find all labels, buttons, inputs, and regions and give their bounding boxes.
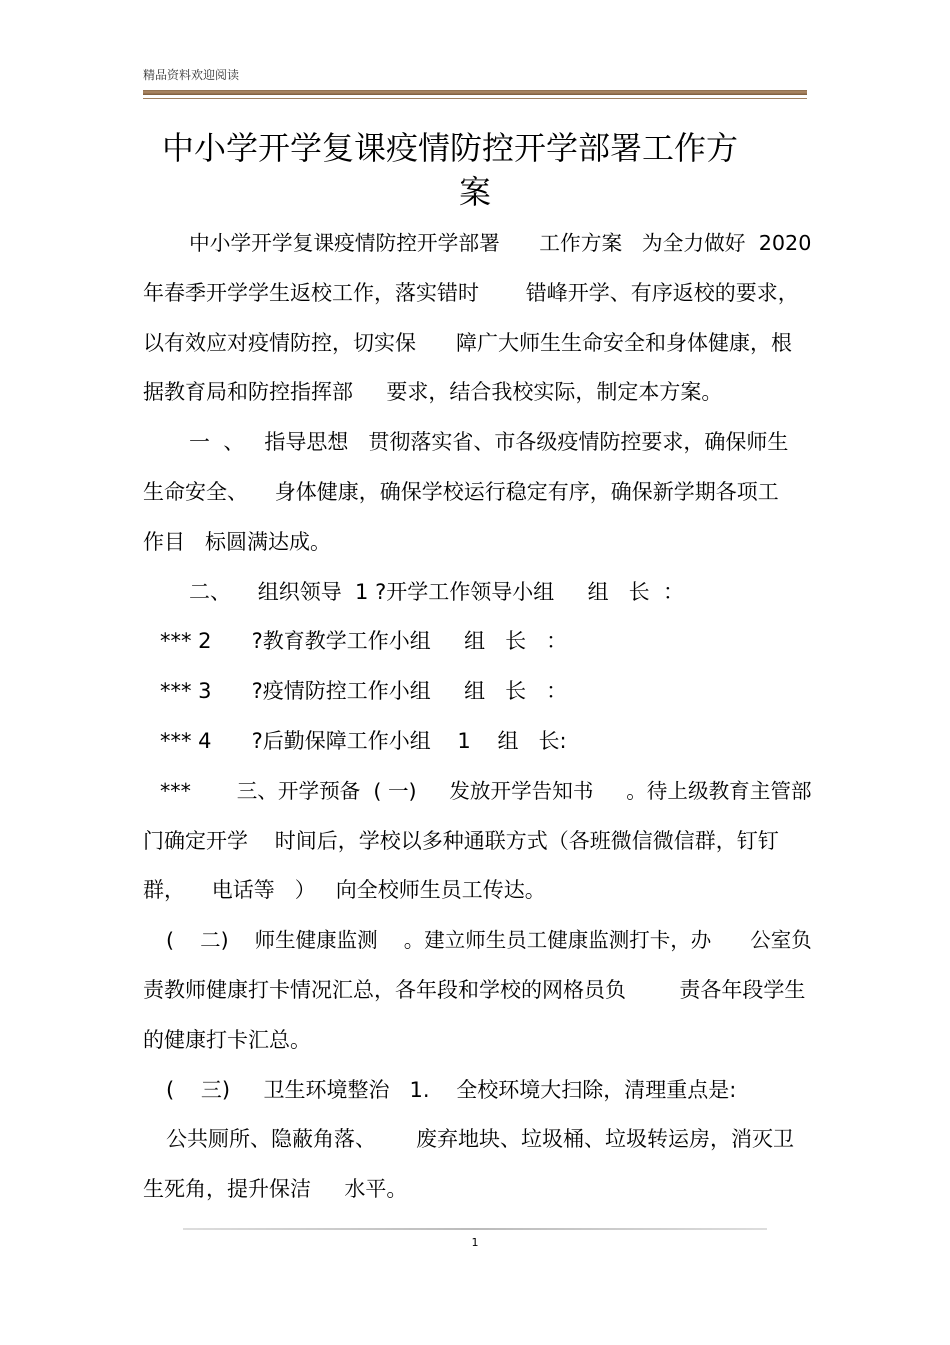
- body-line-8: 二、 组织领导 1 ?开学工作领导小组 组 长 ：: [189, 580, 684, 604]
- body-line-18: ( 三) 卫生环境整治 1. 全校环境大扫除，清理重点是:: [166, 1078, 737, 1102]
- body-line-5: 一 、 指导思想 贯彻落实省、市各级疫情防控要求，确保师生: [189, 430, 789, 454]
- page-header-text: 精品资料欢迎阅读: [143, 68, 240, 82]
- footer-rule: [183, 1228, 767, 1230]
- body-line-17: 的健康打卡汇总。: [143, 1028, 311, 1052]
- document-title-line-1: 中小学开学复课疫情防控开学部署工作方: [161, 129, 738, 167]
- header-rule-thick: [143, 90, 807, 95]
- header-rule-thin: [143, 98, 807, 99]
- body-line-7: 作目 标圆满达成。: [143, 530, 332, 554]
- body-line-12: *** 三、开学预备 ( 一) 发放开学告知书 。待上级教育主管部: [160, 779, 812, 803]
- body-line-13: 门确定开学 时间后，学校以多种通联方式（各班微信微信群，钉钉: [143, 829, 779, 853]
- body-line-20: 生死角，提升保洁 水平。: [143, 1177, 408, 1201]
- body-line-3: 以有效应对疫情防控，切实保 障广大师生生命安全和身体健康，根: [143, 331, 793, 355]
- body-line-6: 生命安全、 身体健康，确保学校运行稳定有序，确保新学期各项工: [143, 480, 779, 504]
- body-line-4: 据教育局和防控指挥部 要求，结合我校实际，制定本方案。: [143, 380, 723, 404]
- body-line-19: 公共厕所、隐蔽角落、 废弃地块、垃圾桶、垃圾转运房，消灭卫: [166, 1127, 795, 1151]
- document-title-line-2: 案: [458, 173, 491, 211]
- body-line-16: 责教师健康打卡情况汇总，各年段和学校的网格员负 责各年段学生: [143, 978, 806, 1002]
- body-line-10: *** 3 ?疫情防控工作小组 组 长 ：: [160, 679, 568, 703]
- body-line-1: 中小学开学复课疫情防控开学部署 工作方案 为全力做好 2020: [189, 231, 812, 255]
- body-line-9: *** 2 ?教育教学工作小组 组 长 ：: [160, 629, 568, 653]
- body-line-15: ( 二) 师生健康监测 。建立师生员工健康监测打卡，办 公室负: [166, 928, 812, 952]
- body-line-2: 年春季开学学生返校工作，落实错时 错峰开学、有序返校的要求，: [143, 281, 799, 305]
- page-number: 1: [471, 1236, 479, 1249]
- body-line-14: 群， 电话等 ） 向全校师生员工传达。: [143, 878, 546, 902]
- body-line-11: *** 4 ?后勤保障工作小组 1 组 长:: [160, 729, 567, 753]
